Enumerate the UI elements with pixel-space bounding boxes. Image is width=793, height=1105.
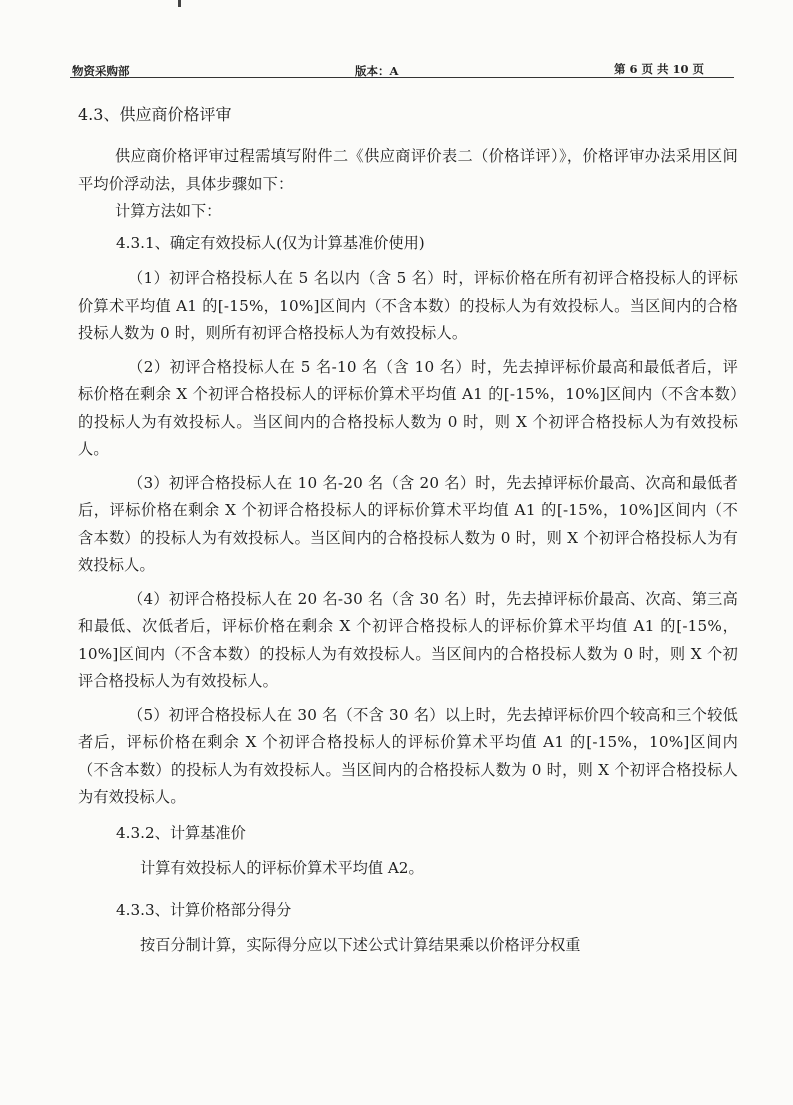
rule-paragraph-4: （4）初评合格投标人在 20 名-30 名（含 30 名）时，先去掉评标价最高、次高、第三高和最低、次低者后，评标价格在剩余 X 个初评合格投标人的评标价算术平均值 A1 的[-15%，10%]区间内（不含本数）的投标人为有效投标人。当区间内的合格投标人数为 0 时，则 X 个初评合格投标人为有效投标人。 [78, 589, 738, 690]
header-version: 版本：A [355, 64, 399, 78]
rule-paragraph-3: （3）初评合格投标人在 10 名-20 名（含 20 名）时，先去掉评标价最高、次高和最低者后，评标价格在剩余 X 个初评合格投标人的评标价算术平均值 A1 的[-15%，10%]区间内（不含本数）的投标人为有效投标人。当区间内的合格投标人数为 0 时，则 X 个初评合格投标人为有效投标人。 [78, 473, 738, 574]
header-divider [70, 77, 734, 78]
document-body [78, 104, 738, 960]
scan-artifact [178, 0, 181, 7]
header-page-number: 第 6 页 共 10 页 [613, 62, 704, 76]
header-department: 物资采购部 [72, 64, 130, 78]
subsection-title-4-3-2: 4.3.2、计算基准价 [116, 823, 246, 842]
section-title: 4.3、供应商价格评审 [78, 105, 232, 124]
rule-paragraph-2: （2）初评合格投标人在 5 名-10 名（含 10 名）时，先去掉评标价最高和最低者后，评标价格在剩余 X 个初评合格投标人的评标价算术平均值 A1 的[-15%，10%]区间内（不含本数）的投标人为有效投标人。当区间内的合格投标人数为 0 时，则 X 个初评合格投标人为有效投标人。 [78, 357, 738, 458]
subsection-text-4-3-2: 计算有效投标人的评标价算术平均值 A2。 [140, 859, 424, 877]
subsection-title-4-3-3: 4.3.3、计算价格部分得分 [116, 900, 292, 919]
rule-paragraph-1: （1）初评合格投标人在 5 名以内（含 5 名）时，评标价格在所有初评合格投标人的评标价算术平均值 A1 的[-15%，10%]区间内（不含本数）的投标人为有效投标人。当区间内的合格投标人数为 0 时，则所有初评合格投标人为有效投标人。 [78, 269, 738, 342]
section-intro: 供应商价格评审过程需填写附件二《供应商评价表二（价格详评）》，价格评审办法采用区间平均价浮动法，具体步骤如下： [78, 147, 738, 193]
page-header [72, 63, 732, 77]
subsection-text-4-3-3: 按百分制计算，实际得分应以下述公式计算结果乘以价格评分权重 [140, 936, 581, 954]
subsection-title-4-3-1: 4.3.1、确定有效投标人(仅为计算基准价使用) [116, 233, 425, 252]
calc-method-label: 计算方法如下： [115, 202, 222, 220]
rule-paragraph-5: （5）初评合格投标人在 30 名（不含 30 名）以上时，先去掉评标价四个较高和三个较低者后，评标价格在剩余 X 个初评合格投标人的评标价算术平均值 A1 的[-15%，10%]区间内（不含本数）的投标人为有效投标人。当区间内的合格投标人数为 0 时，则 X 个初评合格投标人为有效投标人。 [78, 705, 738, 806]
